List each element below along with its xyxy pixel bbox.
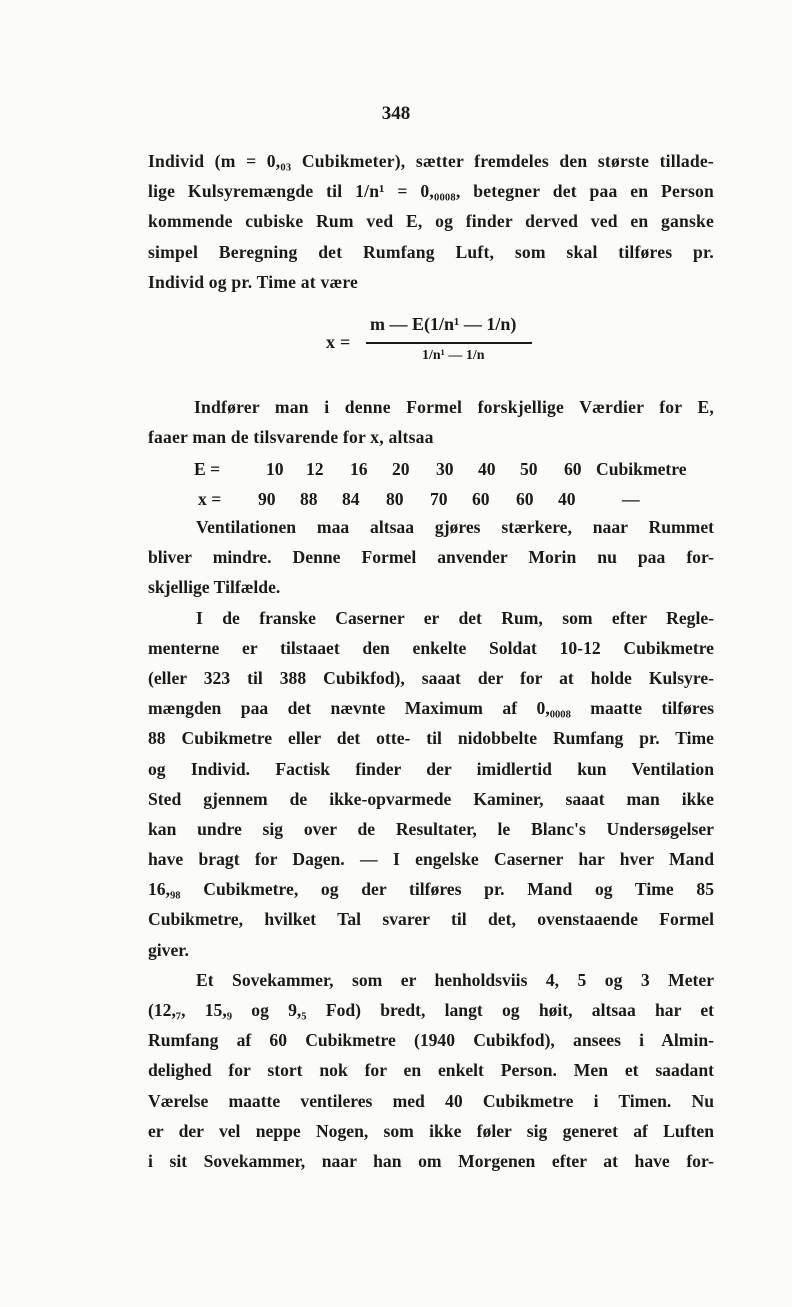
formula-numerator: m — E(1/n¹ — 1/n) xyxy=(370,314,517,334)
values-table xyxy=(194,454,714,514)
text-line: mængden paa det nævnte Maximum af 0,₀₀₀₈ maatte tilføres xyxy=(148,698,714,719)
paragraph-2 xyxy=(148,392,714,452)
text-line: I de franske Caserner er det Rum, som efter Regle- xyxy=(196,607,714,628)
text-line: menterne er tilstaaet den enkelte Soldat 10-12 Cubikmetre xyxy=(148,637,714,658)
text-line: kommende cubiske Rum ved E, og finder derved ved en ganske xyxy=(148,211,714,232)
text-line: 16,₉₈ Cubikmetre, og der tilføres pr. Mand og Time 85 xyxy=(148,879,714,900)
formula-denominator: 1/n¹ — 1/n xyxy=(422,348,485,363)
text-line: skjellige Tilfælde. xyxy=(148,577,281,598)
unit-label: Cubikmetre xyxy=(596,459,687,479)
table-cell: 50 xyxy=(520,459,538,479)
dash-cell: — xyxy=(622,489,640,510)
table-cell: 60 xyxy=(516,489,534,510)
text-line: bliver mindre. Denne Formel anvender Morin nu paa for- xyxy=(148,547,714,568)
text-line: simpel Beregning det Rumfang Luft, som skal tilføres pr. xyxy=(148,241,714,262)
table-cell: 60 xyxy=(472,489,490,510)
text-line: Indfører man i denne Formel forskjellige Værdier for E, xyxy=(194,397,714,417)
text-line: Et Sovekammer, som er henholdsviis 4, 5 og 3 Meter xyxy=(196,969,714,990)
text-line: og Individ. Factisk finder der imidlertid kun Ventilation xyxy=(148,758,714,779)
page-number: 348 xyxy=(381,103,411,124)
table-cell: 90 xyxy=(258,489,276,510)
table-cell: 84 xyxy=(342,489,360,510)
table-cell: 40 xyxy=(478,459,496,479)
text-line: Sted gjennem de ikke-opvarmede Kaminer, saaat man ikke xyxy=(148,788,714,809)
table-cell: 10 xyxy=(266,459,284,479)
text-line: Ventilationen maa altsaa gjøres stærkere, naar Rummet xyxy=(196,517,714,537)
table-cell: 20 xyxy=(392,459,410,479)
table-cell: 16 xyxy=(350,459,368,479)
text-line: (12,₇, 15,₉ og 9,₅ Fod) bredt, langt og høit, altsaa har et xyxy=(148,1000,714,1020)
text-line: i sit Sovekammer, naar han om Morgenen efter at have for- xyxy=(148,1150,714,1171)
text-line: have bragt for Dagen. — I engelske Caserner har hver Mand xyxy=(148,849,714,870)
text-line: kan undre sig over de Resultater, le Blanc's Undersøgelser xyxy=(148,818,714,839)
row-label: E = xyxy=(194,459,221,479)
text-line: Rumfang af 60 Cubikmetre (1940 Cubikfod), ansees i Almin- xyxy=(148,1030,714,1051)
text-line: (eller 323 til 388 Cubikfod), saaat der for at holde Kulsyre- xyxy=(148,667,714,688)
table-cell: 12 xyxy=(306,459,324,479)
text-line: Værelse maatte ventileres med 40 Cubikmetre i Timen. Nu xyxy=(148,1090,714,1111)
text-line: lige Kulsyremængde til 1/n¹ = 0,₀₀₀₈, betegner det paa en Person xyxy=(148,181,714,202)
ventilation-formula xyxy=(326,312,566,382)
text-line: er der vel neppe Nogen, som ikke føler sig generet af Luften xyxy=(148,1120,714,1141)
table-cell: 80 xyxy=(386,489,404,510)
body-text xyxy=(148,512,714,1176)
fraction-bar xyxy=(366,342,532,344)
paragraph-1 xyxy=(148,146,714,297)
text-line: Individ og pr. Time at være xyxy=(148,271,359,292)
text-line: 88 Cubikmetre eller det otte- til nidobbelte Rumfang pr. Time xyxy=(148,728,714,749)
text-line: Cubikmetre, hvilket Tal svarer til det, ovenstaaende Formel xyxy=(148,909,714,930)
formula-lhs: x xyxy=(326,332,335,352)
text-line: faaer man de tilsvarende for x, altsaa xyxy=(148,427,434,448)
table-cell: 70 xyxy=(430,489,448,510)
text-line: Individ (m = 0,₀₃ Cubikmeter), sætter fremdeles den største tillade- xyxy=(148,151,714,171)
table-row-x xyxy=(194,484,714,514)
table-cell: 30 xyxy=(436,459,454,479)
table-cell: 60 xyxy=(564,459,582,479)
formula-equals: = xyxy=(340,332,351,352)
table-cell: 88 xyxy=(300,489,318,510)
table-row-e xyxy=(194,454,714,484)
table-cell: 40 xyxy=(558,489,576,510)
row-label: x = xyxy=(198,489,222,510)
text-line: delighed for stort nok for en enkelt Person. Men et saadant xyxy=(148,1060,714,1081)
text-line: giver. xyxy=(148,939,189,960)
